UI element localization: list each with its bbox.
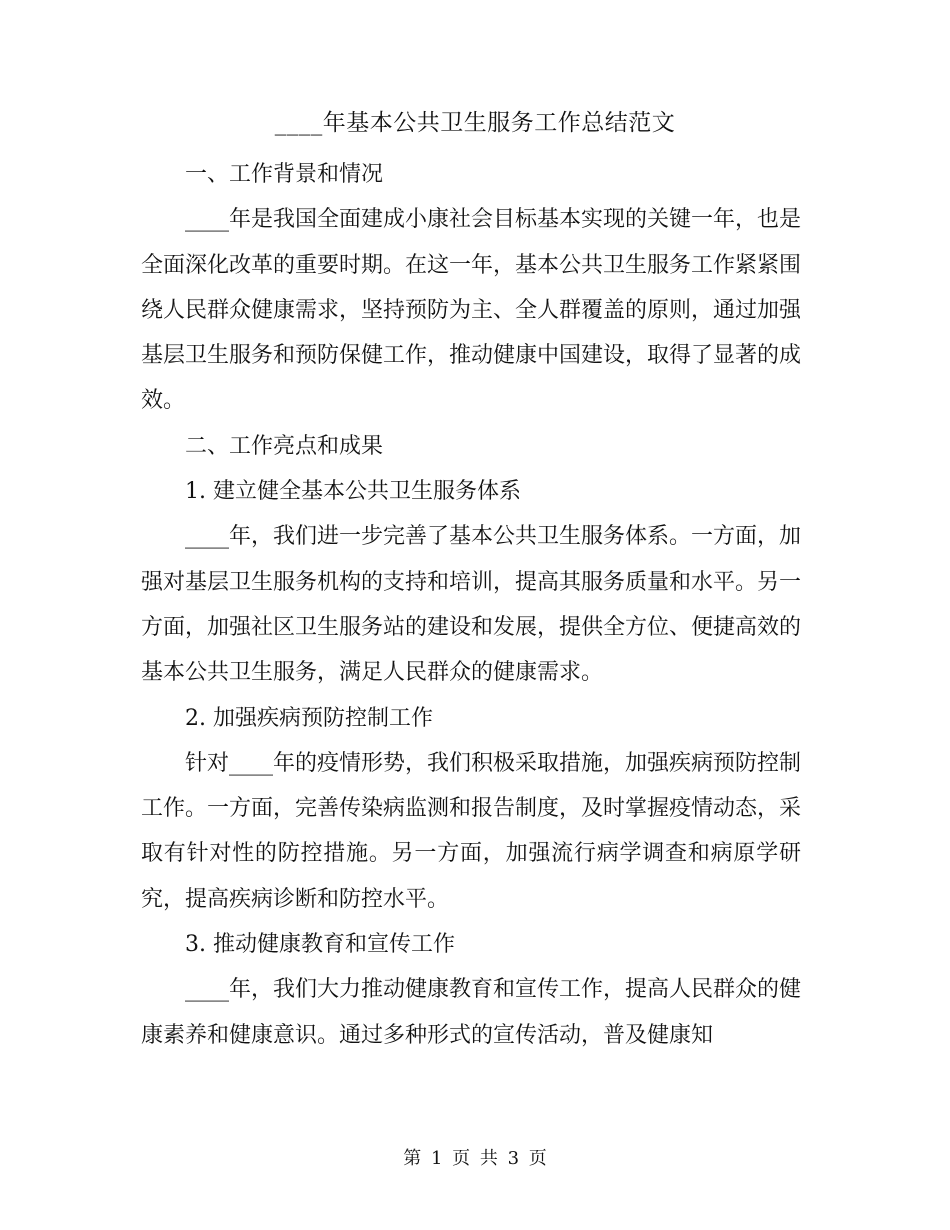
subheading-service-system: 1. 建立健全基本公共卫生服务体系 — [185, 479, 521, 505]
subheading-disease-control: 2. 加强疾病预防控制工作 — [185, 705, 433, 731]
section-heading-background: 一、工作背景和情况 — [185, 162, 384, 187]
paragraph-disease-control: 针对____年的疫情形势，我们积极采取措施，加强疾病预防控制工作。一方面，完善传染病监测和报告制度，及时掌握疫情动态，采取有针对性的防控措施。另一方面，加强流行病学调查和病原学研究，提高疾病诊断和防控水平。 — [141, 750, 802, 912]
paragraph-health-education: ____年，我们大力推动健康教育和宣传工作，提高人民群众的健康素养和健康意识。通过多种形式的宣传活动，普及健康知 — [141, 977, 802, 1048]
document-title: ____年基本公共卫生服务工作总结范文 — [274, 110, 676, 136]
subheading-health-education: 3. 推动健康教育和宣传工作 — [185, 932, 455, 958]
page-number-footer: 第 1 页 共 3 页 — [403, 1148, 547, 1169]
section-heading-highlights: 二、工作亮点和成果 — [185, 433, 384, 459]
paragraph-background: ____年是我国全面建成小康社会目标基本实现的关键一年，也是全面深化改革的重要时期。在这一年，基本公共卫生服务工作紧紧围绕人民群众健康需求，坚持预防为主、全人群覆盖的原则，通过加强基层卫生服务和预防保健工作，推动健康中国建设，取得了显著的成效。 — [141, 207, 802, 414]
document-body — [141, 152, 801, 1058]
paragraph-service-system: ____年，我们进一步完善了基本公共卫生服务体系。一方面，加强对基层卫生服务机构的支持和培训，提高其服务质量和水平。另一方面，加强社区卫生服务站的建设和发展，提供全方位、便捷高效的基本公共卫生服务，满足人民群众的健康需求。 — [141, 524, 802, 686]
